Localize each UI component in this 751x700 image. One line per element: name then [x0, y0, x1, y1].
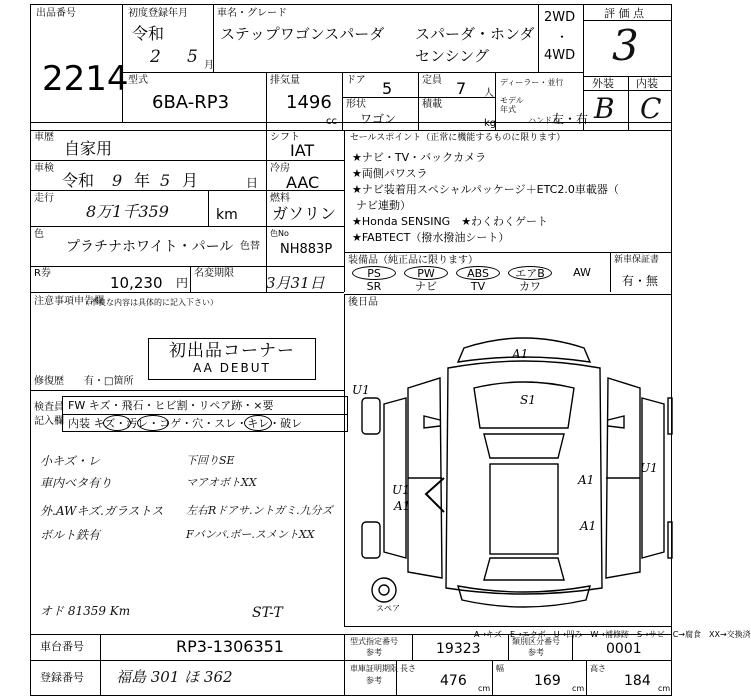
history-value: 自家用 — [64, 139, 113, 158]
dealer-label: ディーラー・並行 — [500, 78, 564, 87]
exterior-label: 外装 — [592, 77, 614, 90]
mark-front: A1 — [512, 347, 529, 361]
equipment-item: TV — [470, 280, 486, 293]
diagram-legend: A→キズ E→エクボ U→凹み W→補修跡 S→サビ C→腐食 XX→交換済 — [474, 630, 751, 639]
load-label: 積載 — [422, 99, 442, 110]
length-label: 長さ — [400, 664, 416, 673]
model-name: ステップワゴンスパーダ — [220, 25, 385, 43]
sales-point-item: ナビ連動） — [356, 199, 411, 212]
sales-points-title: セールスポイント（正常に機能するものに限ります） — [350, 133, 566, 143]
cert-label: 車庫証明期限 — [350, 664, 398, 673]
exterior-grade: B — [594, 92, 615, 125]
doors-value: 5 — [382, 79, 393, 98]
drive-2wd: 2WD — [544, 10, 576, 25]
capacity-label: 定員 — [422, 75, 442, 86]
color-code-label: 色No — [270, 229, 289, 238]
inspector-label1: 検査員 — [34, 402, 64, 413]
displacement-value: 1496 — [286, 92, 332, 113]
length-value: 476 — [440, 673, 467, 689]
color-label: 色 — [34, 229, 44, 240]
equipment-title: 装備品（純正品に限ります） — [348, 255, 478, 266]
model-label: 車名・グレード — [217, 8, 287, 19]
equipment-item: PW — [404, 266, 448, 280]
model-year-label: モデル年式 — [500, 96, 524, 114]
interior-label: 内装 — [636, 77, 658, 90]
handwritten-note: オド 81359 Km — [40, 604, 131, 618]
model-desig-label: 型式指定番号 — [350, 637, 398, 646]
handle-value: 左・右 — [552, 112, 589, 126]
sales-point-item: ★ナビ・TV・バックカメラ — [352, 151, 487, 164]
debut-stamp — [148, 338, 316, 380]
ac-label: 冷房 — [270, 163, 290, 174]
equipment-row1 — [352, 266, 608, 280]
sales-point-item: ★両側パワスラ — [352, 167, 428, 180]
notice-sub: （不良な内容は具体的に記入下さい） — [82, 298, 218, 307]
sales-point-item: ★FABTECT（撥水撥油シート） — [352, 231, 510, 244]
handwritten-note: Fバンパ.ボー.スメントXX — [186, 528, 315, 541]
inspection-month: 5 — [160, 171, 171, 190]
grade-line2: センシング — [415, 47, 489, 65]
width-label: 幅 — [496, 664, 504, 673]
warranty-label: 新車保証書 — [614, 255, 660, 265]
tax-value: 3月31日 — [266, 274, 325, 292]
spare-label: スペア — [376, 604, 400, 613]
sales-points-list — [352, 150, 668, 246]
shape-label: 形状 — [346, 99, 366, 110]
warranty-value: 有・無 — [622, 274, 659, 288]
overall-grade: 3 — [612, 21, 639, 70]
tax-label: 名変期限 — [194, 268, 234, 279]
equipment-row2 — [352, 280, 608, 294]
type-label: 型式 — [128, 75, 148, 86]
sales-point-item: ★ナビ装着用スペシャルパッケージ＋ETC2.0車載器（ — [352, 183, 619, 196]
equipment-item: PS — [352, 266, 396, 280]
equipment-item: SR — [366, 280, 382, 293]
grade-label: 評 価 点 — [604, 7, 644, 20]
recycle-label: R券 — [34, 268, 51, 279]
class-value: 0001 — [606, 641, 642, 657]
handwritten-note: ボルト鉄有 — [40, 528, 101, 542]
mark-right-a2: A1 — [580, 519, 597, 533]
mark-hood: S1 — [520, 393, 536, 407]
shape-value: ワゴン — [360, 112, 397, 126]
equipment-item: ABS — [456, 266, 500, 280]
inspection-year: 9 — [112, 171, 123, 190]
equipment-item: エアB — [508, 266, 552, 280]
plate-value: 福島 301 ほ 362 — [116, 668, 233, 686]
first-reg-label: 初度登録年月 — [128, 8, 188, 19]
handwritten-note: 小キズ・レ — [40, 454, 100, 468]
type-value: 6BA-RP3 — [152, 92, 230, 113]
width-value: 169 — [534, 673, 561, 689]
drive-4wd: 4WD — [544, 48, 576, 63]
capacity-value: 7 — [456, 79, 467, 98]
shift-label: シフト — [270, 132, 300, 143]
check-line1: FW キズ・飛石・ヒビ割・リペア跡・×要 — [68, 399, 274, 412]
mark-left-a: A1 — [394, 499, 411, 513]
equipment-item: AW — [573, 266, 591, 279]
equipment-item: ナビ — [415, 280, 437, 293]
history-label: 車歴 — [34, 132, 54, 143]
back-seat-label: 後日品 — [348, 297, 378, 308]
mark-left-mid: U1 — [392, 483, 410, 497]
first-reg-year: 2 — [150, 47, 161, 67]
mileage-value: 8万1千359 — [86, 202, 169, 221]
plate-label: 登録番号 — [40, 671, 84, 684]
handwritten-note: 下回りSE — [186, 454, 235, 467]
color-no-label: 色替 — [240, 241, 260, 252]
class-label: 類別区分番号 — [512, 637, 560, 646]
car-diagram — [344, 308, 672, 626]
interior-grade: C — [640, 92, 662, 125]
stamp-line1: 初出品コーナー — [169, 341, 295, 361]
handle-label: ハンドル — [528, 116, 560, 125]
sales-point-item: ★Honda SENSING ★わくわくゲート — [352, 215, 549, 228]
repair-label: 修復歴 — [34, 376, 64, 387]
height-value: 184 — [624, 673, 651, 689]
inspection-label: 車検 — [34, 163, 54, 174]
displacement-label: 排気量 — [270, 75, 300, 86]
handwritten-sig: ST-T — [252, 605, 283, 621]
color-value: プラチナホワイト・パール — [66, 239, 234, 255]
notice-label: 注意事項申告欄 — [34, 296, 104, 307]
grade-line1: スパーダ・ホンダ — [415, 25, 535, 43]
chassis-value: RP3-1306351 — [176, 637, 284, 656]
repair-value: 有・□箇所 — [84, 376, 134, 387]
fuel-label: 燃料 — [270, 193, 290, 204]
equipment-item: カワ — [519, 280, 541, 293]
lot-number: 2214 — [42, 59, 129, 99]
first-reg-month: 5 — [187, 47, 198, 67]
chassis-label: 車台番号 — [40, 640, 84, 653]
lot-label: 出品番号 — [36, 8, 76, 19]
handwritten-note: 車内ベタ有り — [40, 476, 113, 490]
height-label: 高さ — [590, 664, 606, 673]
handwritten-note: 外.AWキズ.ガラストス — [40, 504, 164, 518]
mileage-label: 走行 — [34, 193, 54, 204]
recycle-value: 10,230 — [110, 274, 163, 292]
fuel-value: ガソリン — [272, 204, 337, 223]
shift-value: IAT — [290, 141, 315, 160]
ac-value: AAC — [286, 173, 320, 192]
handwritten-note: 左右Rドアサ.ントガミ.九分ズ — [186, 504, 333, 517]
inspector-label2: 記入欄 — [34, 416, 64, 427]
check-line2: 内装 キズ・汚レ・コゲ・穴・スレ・キレ・破レ — [68, 417, 303, 430]
model-desig-value: 19323 — [436, 641, 481, 657]
mark-right-a: A1 — [578, 473, 595, 487]
mark-right-mid: U1 — [640, 461, 658, 475]
handwritten-notes-right — [186, 446, 356, 576]
color-code: NH883P — [280, 242, 333, 257]
handwritten-note: マアオボトXX — [186, 476, 257, 489]
doors-label: ドア — [346, 75, 366, 86]
first-reg-era: 令和 — [132, 24, 165, 43]
mark-left-top: U1 — [352, 383, 370, 397]
stamp-line2: AA DEBUT — [193, 361, 271, 375]
